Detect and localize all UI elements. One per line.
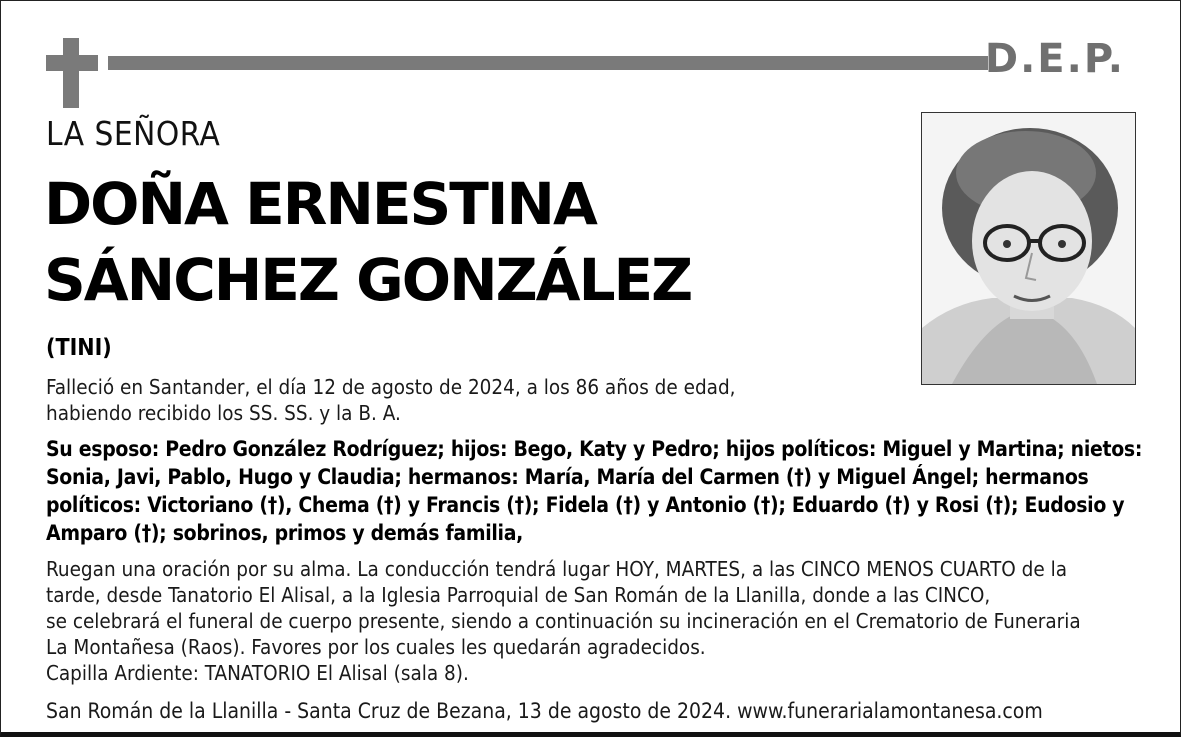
chapel-info: Capilla Ardiente: TANATORIO El Alisal (sala 8). — [46, 661, 469, 685]
dep-label: D.E.P. — [984, 36, 1125, 82]
ceremony-line-4: La Montañesa (Raos). Favores por los cuales les quedarán agradecidos. — [46, 635, 706, 659]
ceremony-line-1: Ruegan una oración por su alma. La conducción tendrá lugar HOY, MARTES, a las CINCO MENOS CUARTO de la — [46, 557, 1067, 581]
death-line-2: habiendo recibido los SS. SS. y la B. A. — [46, 401, 401, 425]
honorific-title: LA SEÑORA — [46, 114, 221, 153]
portrait-photo — [921, 112, 1136, 385]
death-line-1: Falleció en Santander, el día 12 de agosto de 2024, a los 86 años de edad, — [46, 375, 736, 399]
ceremony-line-2: tarde, desde Tanatorio El Alisal, a la Iglesia Parroquial de San Román de la Llanilla, donde a las CINCO, — [46, 583, 991, 607]
nickname: (TINI) — [46, 335, 112, 361]
name-line-2: SÁNCHEZ GONZÁLEZ — [44, 246, 692, 314]
ceremony-line-3: se celebrará el funeral de cuerpo presente, siendo a continuación su incineración en el Crematorio de Funeraria — [46, 609, 1081, 633]
ceremony-details — [46, 556, 1156, 686]
family-list: Su esposo: Pedro González Rodríguez; hijos: Bego, Katy y Pedro; hijos políticos: Miguel y Martina; nietos: Sonia, Javi, Pablo, Hugo y Claudia; hermanos: María, María del Carmen (†) y Miguel Ángel; hermanos políticos: Victoriano (†), Chema (†) y Francis (†); Fidela (†) y Antonio (†); Eduardo (†) y Rosi (†); Eudosio y Amparo (†); sobrinos, primos y demás familia, — [46, 437, 1143, 545]
footer-line: San Román de la Llanilla - Santa Cruz de Bezana, 13 de agosto de 2024. www.funerarialamontanesa.com — [46, 699, 1043, 723]
deceased-name — [44, 166, 691, 318]
header-rule — [108, 56, 988, 70]
cross-icon — [46, 38, 98, 108]
name-line-1: DOÑA ERNESTINA — [44, 170, 596, 238]
